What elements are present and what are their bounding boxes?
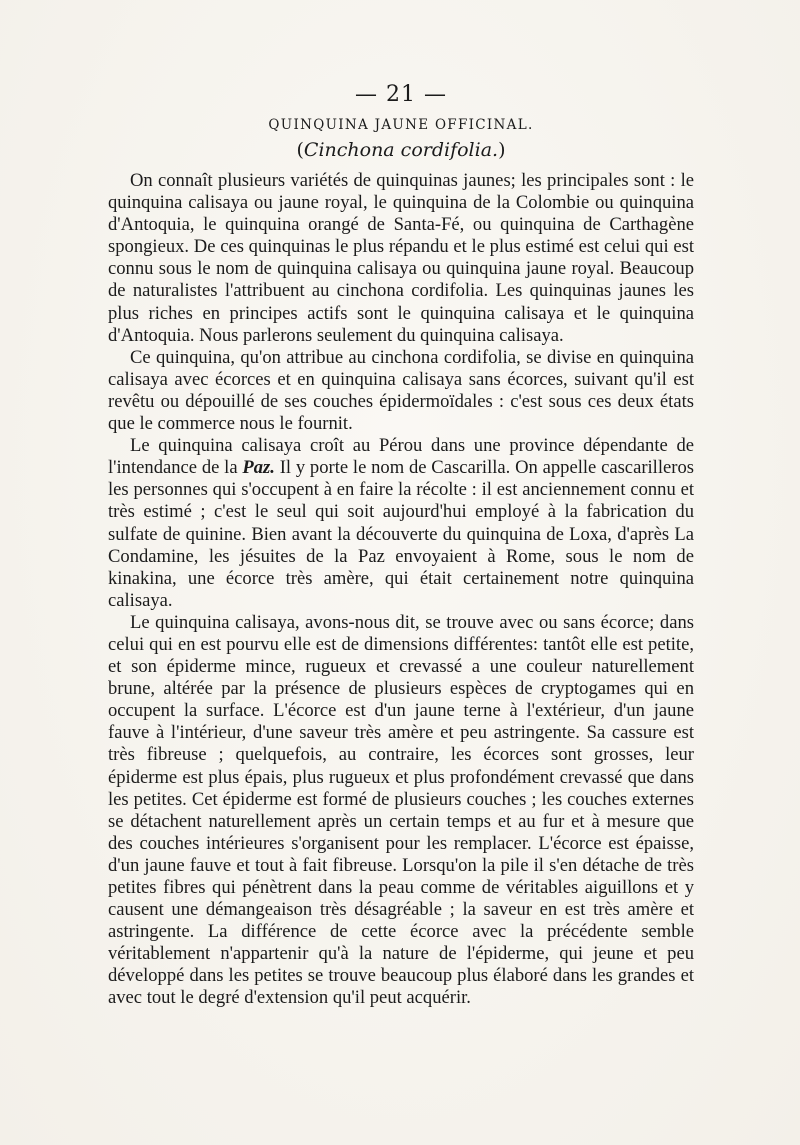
paragraph-origin-before: Le quinquina calisaya croît au Pérou dans une province dépendante de l'intendance de la <box>108 435 694 479</box>
page-number: — 21 — <box>355 82 447 107</box>
page-content <box>108 82 694 1010</box>
section-heading: QUINQUINA JAUNE OFFICINAL. <box>268 117 534 133</box>
paragraph-origin-italic: Paz. <box>242 457 275 479</box>
paragraph-origin-after: Il y porte le nom de Cascarilla. On appelle cascarilleros les personnes qui s'occupent à en faire la récolte : il est anciennement connu et très estimé ; c'est le seul qui soit aujourd'hui employé à la fabrication du sulfate de quinine. Bien avant la découverte du quinquina de Loxa, d'après La Condamine, les jésuites de la Paz envoyaient à Rome, sous le nom de kinakina, une écorce très amère, qui était certainement notre quinquina calisaya. <box>108 457 694 611</box>
subheading-open-paren: ( <box>296 139 304 161</box>
paragraph-description: Le quinquina calisaya, avons-nous dit, se trouve avec ou sans écorce; dans celui qui en est pourvu elle est de dimensions différentes: tantôt elle est petite, et son épiderme mince, rugueux et crevassé a une couleur naturellement brune, altérée par la présence de plusieurs espèces de cryptogames qui en occupent la surface. L'écorce est d'un jaune terne à l'extérieur, d'un jaune fauve à l'intérieur, d'une saveur très amère et peu astringente. Sa cassure est très fibreuse ; quelquefois, au contraire, les écorces sont grosses, leur épiderme est plus épais, plus rugueux et plus profondément crevassé que dans les petites. Cet épiderme est formé de plusieurs couches ; les couches externes se détachent naturellement après un certain temps et au fur et à mesure que des couches intérieures s'organisent pour les remplacer. L'écorce est épaisse, d'un jaune fauve et tout à fait fibreuse. Lorsqu'on la pile il s'en détache de très petites fibres qui pénètrent dans la peau comme de véritables aiguillons et y causent une démangeaison très désagréable ; la saveur en est très amère et astringente. La différence de cette écorce avec la précédente semble véritablement n'appartenir qu'à la nature de l'épiderme, qui jeune et peu développé dans les petites se trouve beaucoup plus élaboré dans les grandes et avec tout le degré d'extension qu'il peut acquérir. <box>108 611 694 1009</box>
paragraph-origin <box>108 435 694 612</box>
subheading-title: Cinchona cordifolia. <box>303 139 499 161</box>
paragraph-varieties: On connaît plusieurs variétés de quinquinas jaunes; les principales sont : le quinquina calisaya ou jaune royal, le quinquina de la Colombie ou quinquina d'Antoquia, le quinquina orangé de Santa-Fé, ou quinquina de Carthagène spongieux. De ces quinquinas le plus répandu et le plus estimé est celui qui est connu sous le nom de quinquina calisaya ou quinquina jaune royal. Beaucoup de naturalistes l'attribuent au cinchona cordifolia. Les quinquinas jaunes les plus riches en principes actifs sont le quinquina calisaya et le quinquina d'Antoquia. Nous parlerons seulement du quinquina calisaya. <box>108 170 694 346</box>
section-subheading <box>108 138 694 162</box>
subheading-close-paren: ) <box>498 139 506 161</box>
paragraph-division: Ce quinquina, qu'on attribue au cinchona cordifolia, se divise en quinquina calisaya avec écorces et en quinquina calisaya sans écorces, suivant qu'il est revêtu ou dépouillé de ses couches épidermoïdales : c'est sous ces deux états que le commerce nous le fournit. <box>108 346 694 435</box>
